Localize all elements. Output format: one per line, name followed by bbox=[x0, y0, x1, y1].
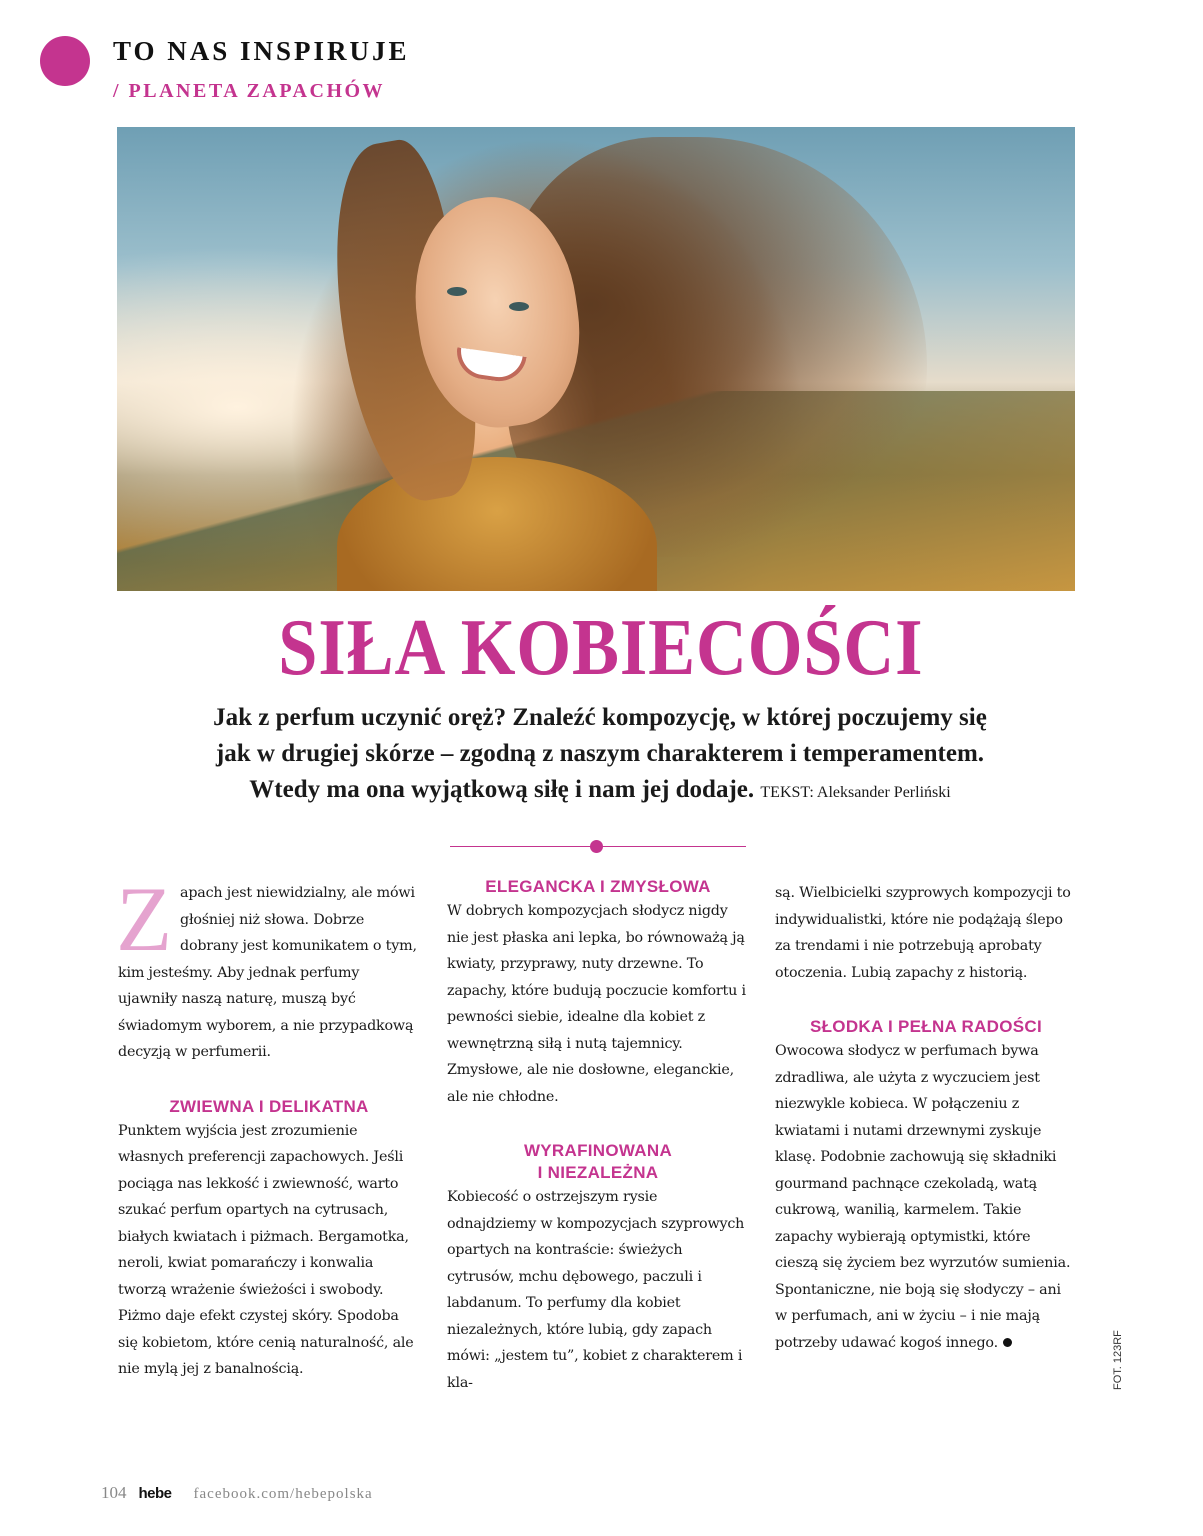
hero-photo bbox=[117, 127, 1075, 591]
subheading-wyrafinowana: WYRAFINOWANA I NIEZALEŻNA bbox=[523, 1141, 673, 1182]
brand-logo: hebe bbox=[138, 1485, 172, 1502]
section-title: TO NAS INSPIRUJE bbox=[113, 36, 410, 66]
subheading-zwiewna: ZWIEWNA I DELIKATNA bbox=[169, 1096, 369, 1116]
subheading-elegancka: ELEGANCKA I ZMYSŁOWA bbox=[485, 877, 711, 896]
article-lead bbox=[100, 700, 1100, 811]
lead-line-3: Wtedy ma ona wyjątkową siłę i nam jej dodaje. TEKST: Aleksander Perliński bbox=[249, 776, 951, 803]
article-headline: SIŁA KOBIECOŚCI bbox=[278, 604, 924, 692]
article-column-3 bbox=[775, 880, 1077, 1356]
photo-eye-right bbox=[509, 302, 529, 311]
photo-credit: FOT. 123RF bbox=[1112, 1330, 1124, 1390]
section-marker-dot bbox=[40, 36, 90, 86]
social-link[interactable]: facebook.com/hebepolska bbox=[193, 1486, 373, 1502]
section-body-zwiewna: Punktem wyjścia jest zrozumienie własnych preferencji zapachowych. Jeśli pociąga nas lekkość i zwiewność, warto szukać perfum opartych na cytrusach, białych kwiatach i piżmach. Bergamotka, neroli, kwiat pomarańczy i konwalia tworzą wrażenie świeżości i swobody. Piżmo daje efekt czystej skóry. Spodoba się kobietom, które cenią naturalność, ale nie mylą jej z banalnością. bbox=[118, 1122, 414, 1377]
section-body-wyrafinowana: Kobiecość o ostrzejszym rysie odnajdziemy w kompozycjach szyprowych opartych na kontraście: świeżych cytrusów, mchu dębowego, paczuli i labdanum. To perfumy dla kobiet niezależnych, które lubią, gdy zapach mówi: „jestem tu”, kobiet z charakterem i kla- bbox=[447, 1189, 745, 1391]
page-footer bbox=[101, 1483, 373, 1503]
section-body-slodka: Owocowa słodycz w perfumach bywa zdradliwa, ale użyta z wyczuciem jest niezwykle kobieca. W połączeniu z kwiatami i nutami drzewnymi zyskuje klasę. Podobnie zachowują się składniki gourmand pachnące czekoladą, watą cukrową, wanilią, karmelem. Takie zapachy wybierają optymistki, które cieszą się życiem bez wyrzutów sumienia. Spontaniczne, nie boją się słodyczy – ani w perfumach, ani w życiu – i nie mają potrzeby udawać kogoś innego. bbox=[775, 1043, 1071, 1351]
section-subtitle: / PLANETA ZAPACHÓW bbox=[113, 80, 386, 102]
article-column-1 bbox=[116, 868, 420, 1383]
end-of-article-bullet-icon bbox=[1003, 1338, 1012, 1347]
page-number: 104 bbox=[101, 1483, 127, 1502]
intro-paragraph: Zapach jest niewidzialny, ale mówi głośniej niż słowa. Dobrze dobrany jest komunikatem o tym, kim jesteśmy. Aby jednak perfumy ujawniły naszą naturę, muszą być świadomym wyborem, a nie przypadkową decyzją w perfumerii. bbox=[116, 868, 417, 1060]
ornament-divider-dot bbox=[590, 840, 603, 853]
lead-line-1: Jak z perfum uczynić oręż? Znaleźć kompozycję, w której poczujemy się bbox=[213, 704, 987, 731]
section-body-elegancka: W dobrych kompozycjach słodycz nigdy nie jest płaska ani lepka, bo równoważą ją kwiaty, przyprawy, nuty drzewne. To zapachy, które budują poczucie komfortu i pewności siebie, idealne dla kobiet z wewnętrzną siłą i nutą tajemnicy. Zmysłowe, ale nie dosłowne, eleganckie, ale nie chłodne. bbox=[447, 903, 746, 1105]
section-body-wyrafinowana-continued: są. Wielbicielki szyprowych kompozycji to indywidualistki, które nie podążają ślepo za trendami i nie potrzebują aprobaty otoczenia. Lubią zapachy z historią. bbox=[775, 885, 1071, 981]
author-credit: TEKST: Aleksander Perliński bbox=[760, 784, 951, 801]
photo-eye-left bbox=[447, 287, 467, 296]
article-column-2 bbox=[447, 876, 749, 1396]
lead-line-2: jak w drugiej skórze – zgodną z naszym charakterem i temperamentem. bbox=[215, 740, 985, 767]
subheading-slodka: SŁODKA I PEŁNA RADOŚCI bbox=[809, 1017, 1043, 1036]
drop-cap: Z bbox=[116, 868, 172, 970]
